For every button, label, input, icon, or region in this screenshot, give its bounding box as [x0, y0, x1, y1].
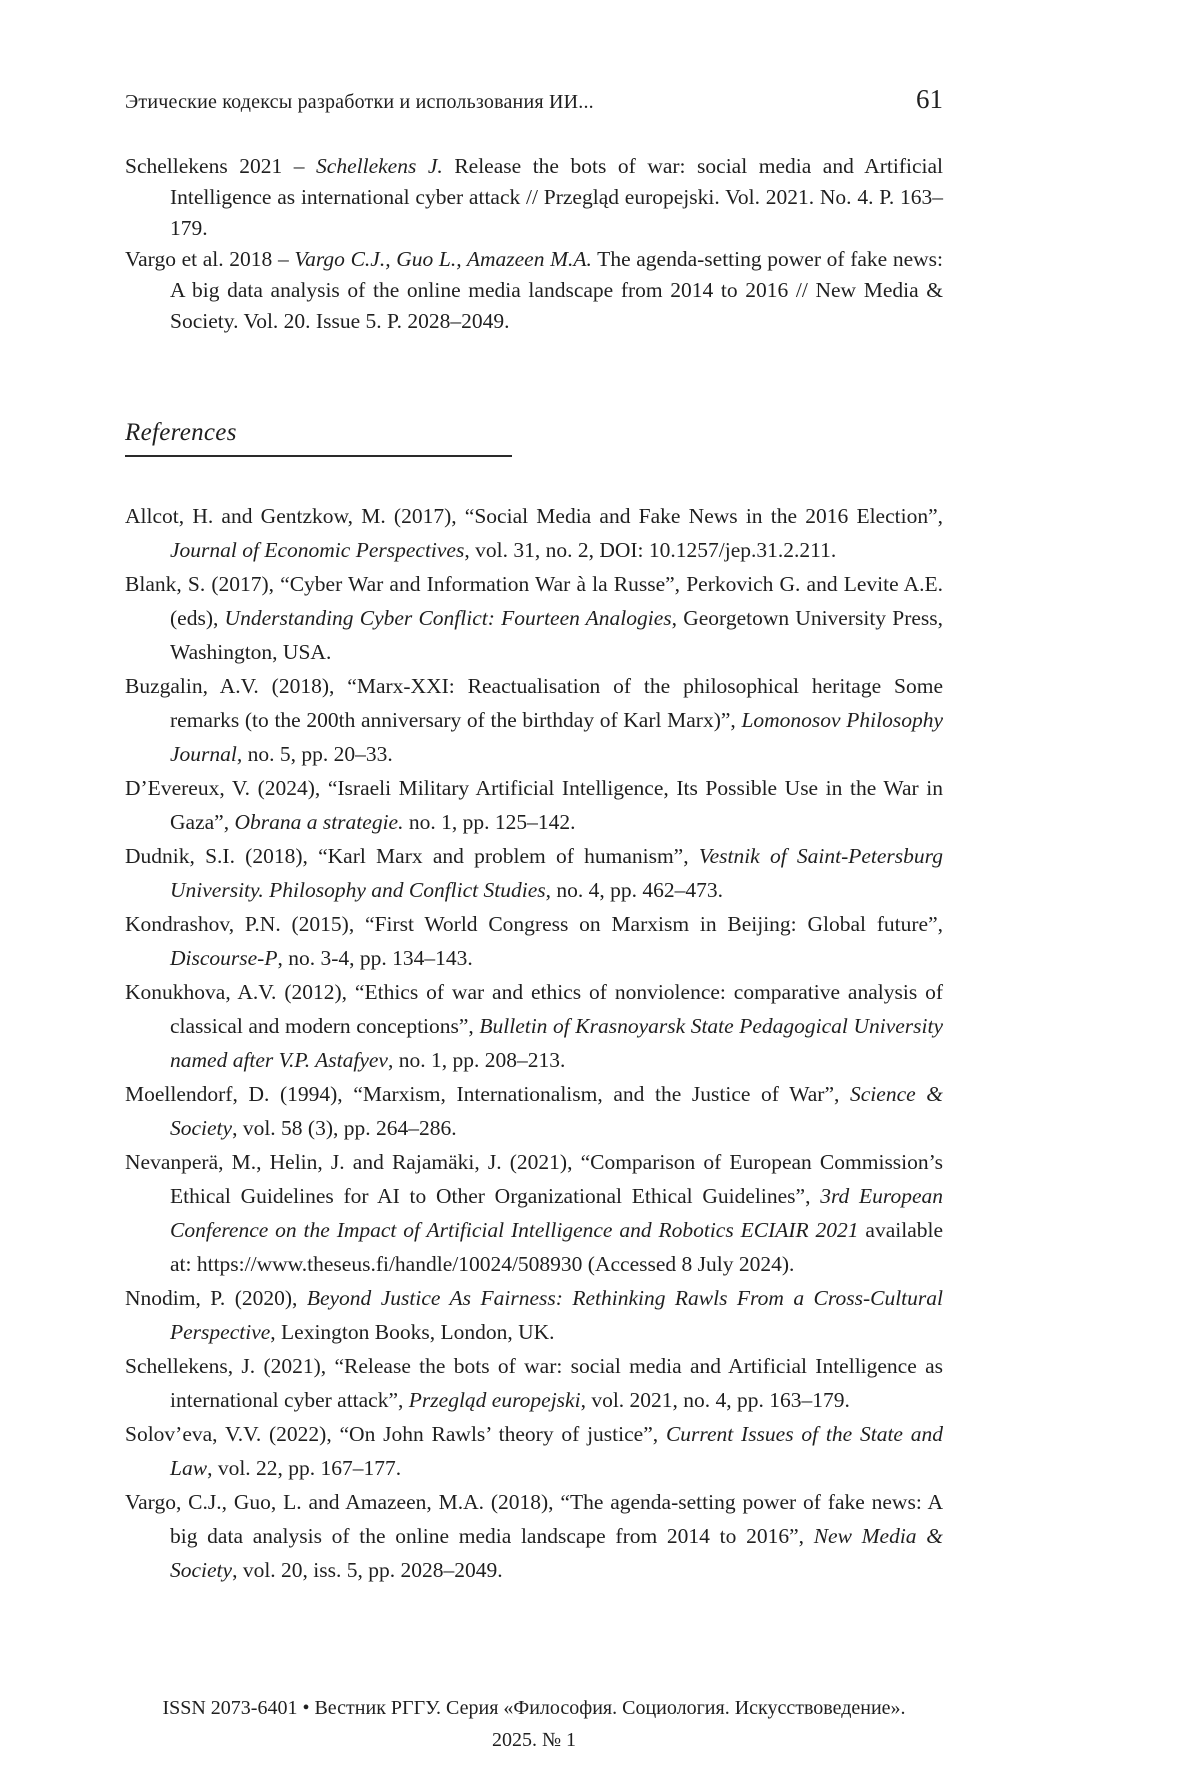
reference-italic-text: Bulletin of Krasnoyarsk State Pedagogical University named after V.P. Astafyev [170, 1014, 944, 1072]
references-list [125, 499, 943, 1587]
reference-text: , Georgetown University Press, Washington, USA. [170, 606, 944, 664]
reference-text: Vargo et al. 2018 – [125, 247, 295, 271]
reference-italic-text: Understanding Cyber Conflict: Fourteen Analogies [224, 606, 672, 630]
reference-text: Schellekens 2021 – [125, 154, 317, 178]
reference-italic-text: New Media & Society [170, 1524, 943, 1582]
reference-entry [125, 907, 943, 975]
reference-text: Nevanperä, M., Helin, J. and Rajamäki, J. (2021), “Comparison of European Commission’s Ethical Guidelines for AI to Other Organizational Ethical Guidelines”, [125, 1150, 943, 1208]
reference-text: , Lexington Books, London, UK. [270, 1320, 555, 1344]
reference-text: Solov’eva, V.V. (2022), “On John Rawls’ theory of justice”, [125, 1422, 666, 1446]
reference-italic-text: Science & Society [170, 1082, 944, 1140]
reference-italic-text: Current Issues of the State and Law [170, 1422, 944, 1480]
reference-entry [125, 567, 943, 669]
reference-entry [125, 151, 943, 244]
reference-entry [125, 1485, 943, 1587]
reference-italic-text: Beyond Justice As Fairness: Rethinking Rawls From a Cross-Cultural Perspective [170, 1286, 943, 1344]
reference-entry [125, 244, 943, 337]
reference-text: Blank, S. (2017), “Cyber War and Information War à la Russe”, Perkovich G. and Levite A.E. (eds), [125, 572, 943, 630]
reference-text: D’Evereux, V. (2024), “Israeli Military Artificial Intelligence, Its Possible Use in the War in Gaza”, [125, 776, 943, 834]
running-header [125, 84, 943, 115]
reference-text: Vargo, C.J., Guo, L. and Amazeen, M.A. (2018), “The agenda-setting power of fake news: A big data analysis of the online media landscape from 2014 to 2016”, [125, 1490, 943, 1548]
reference-entry [125, 1077, 943, 1145]
references-heading: References [125, 419, 237, 446]
bibliography-ru-list [125, 151, 943, 337]
reference-text: , vol. 2021, no. 4, pp. 163–179. [580, 1388, 850, 1412]
footer-issue-line: 2025. № 1 [491, 1729, 577, 1751]
reference-entry [125, 499, 943, 567]
reference-text: available at: https://www.theseus.fi/handle/10024/508930 (Accessed 8 July 2024). [170, 1218, 943, 1276]
reference-text: Moellendorf, D. (1994), “Marxism, Internationalism, and the Justice of War”, [125, 1082, 851, 1106]
reference-italic-text: Lomonosov Philosophy Journal, [170, 708, 943, 766]
heading-rule [125, 455, 512, 457]
reference-text: The agenda-setting power of fake news: A big data analysis of the online media landscape from 2014 to 2016 // New Media & Society. Vol. 20. Issue 5. P. 2028–2049. [170, 247, 943, 333]
page-number: 61 [916, 84, 943, 114]
reference-text: , no. 4, pp. 462–473. [545, 878, 723, 902]
reference-entry [125, 1281, 943, 1349]
reference-text: , no. 3-4, pp. 134–143. [277, 946, 473, 970]
reference-text: Release the bots of war: social media and Artificial Intelligence as international cyber attack // Przegląd europejski. Vol. 2021. No. 4. P. 163–179. [170, 154, 943, 240]
reference-entry [125, 771, 943, 839]
reference-entry [125, 1145, 943, 1281]
reference-text: no. 5, pp. 20–33. [242, 742, 393, 766]
reference-text: Buzgalin, A.V. (2018), “Marx-XXI: Reactualisation of the philosophical heritage Some remarks (to the 200th anniversary of the birthday of Karl Marx)”, [125, 674, 943, 732]
reference-entry [125, 1417, 943, 1485]
reference-text: no. 1, pp. 125–142. [403, 810, 576, 834]
reference-text: Kondrashov, P.N. (2015), “First World Congress on Marxism in Beijing: Global future”, [125, 912, 943, 936]
reference-italic-text: Vargo C.J., Guo L., Amazeen M.A. [294, 247, 592, 271]
reference-text: , no. 1, pp. 208–213. [387, 1048, 566, 1072]
reference-entry [125, 1349, 943, 1417]
reference-italic-text: Schellekens J. [316, 154, 443, 178]
page-content [125, 84, 943, 1587]
running-title: Этические кодексы разработки и использования ИИ... [125, 91, 594, 113]
reference-text: , vol. 20, iss. 5, pp. 2028–2049. [232, 1558, 503, 1582]
footer-issn-line: ISSN 2073-6401 • Вестник РГГУ. Серия «Философия. Социология. Искусствоведение». [162, 1697, 906, 1719]
reference-italic-text: Vestnik of Saint-Petersburg University. Philosophy and Conflict Studies [170, 844, 943, 902]
reference-text: , vol. 31, no. 2, DOI: 10.1257/jep.31.2.211. [464, 538, 837, 562]
reference-text: Dudnik, S.I. (2018), “Karl Marx and problem of humanism”, [125, 844, 699, 868]
reference-text: Nnodim, P. (2020), [125, 1286, 307, 1310]
reference-italic-text: Przegląd europejski [408, 1388, 581, 1412]
reference-entry [125, 669, 943, 771]
reference-text: , vol. 22, pp. 167–177. [207, 1456, 402, 1480]
reference-entry [125, 975, 943, 1077]
reference-text: Schellekens, J. (2021), “Release the bots of war: social media and Artificial Intelligence as international cyber attack”, [125, 1354, 943, 1412]
reference-entry [125, 839, 943, 907]
reference-text: Konukhova, A.V. (2012), “Ethics of war and ethics of nonviolence: comparative analysis of classical and modern conceptions”, [125, 980, 943, 1038]
reference-text: Allcot, H. and Gentzkow, M. (2017), “Social Media and Fake News in the 2016 Election”, [125, 504, 943, 528]
reference-italic-text: Discourse-P [170, 946, 278, 970]
reference-italic-text: Journal of Economic Perspectives [170, 538, 465, 562]
reference-italic-text: Obrana a strategie. [234, 810, 404, 834]
page-footer [125, 1692, 943, 1756]
reference-text: , vol. 58 (3), pp. 264–286. [232, 1116, 457, 1140]
reference-italic-text: 3rd European Conference on the Impact of Artificial Intelligence and Robotics ECIAIR 2021 [170, 1184, 943, 1242]
